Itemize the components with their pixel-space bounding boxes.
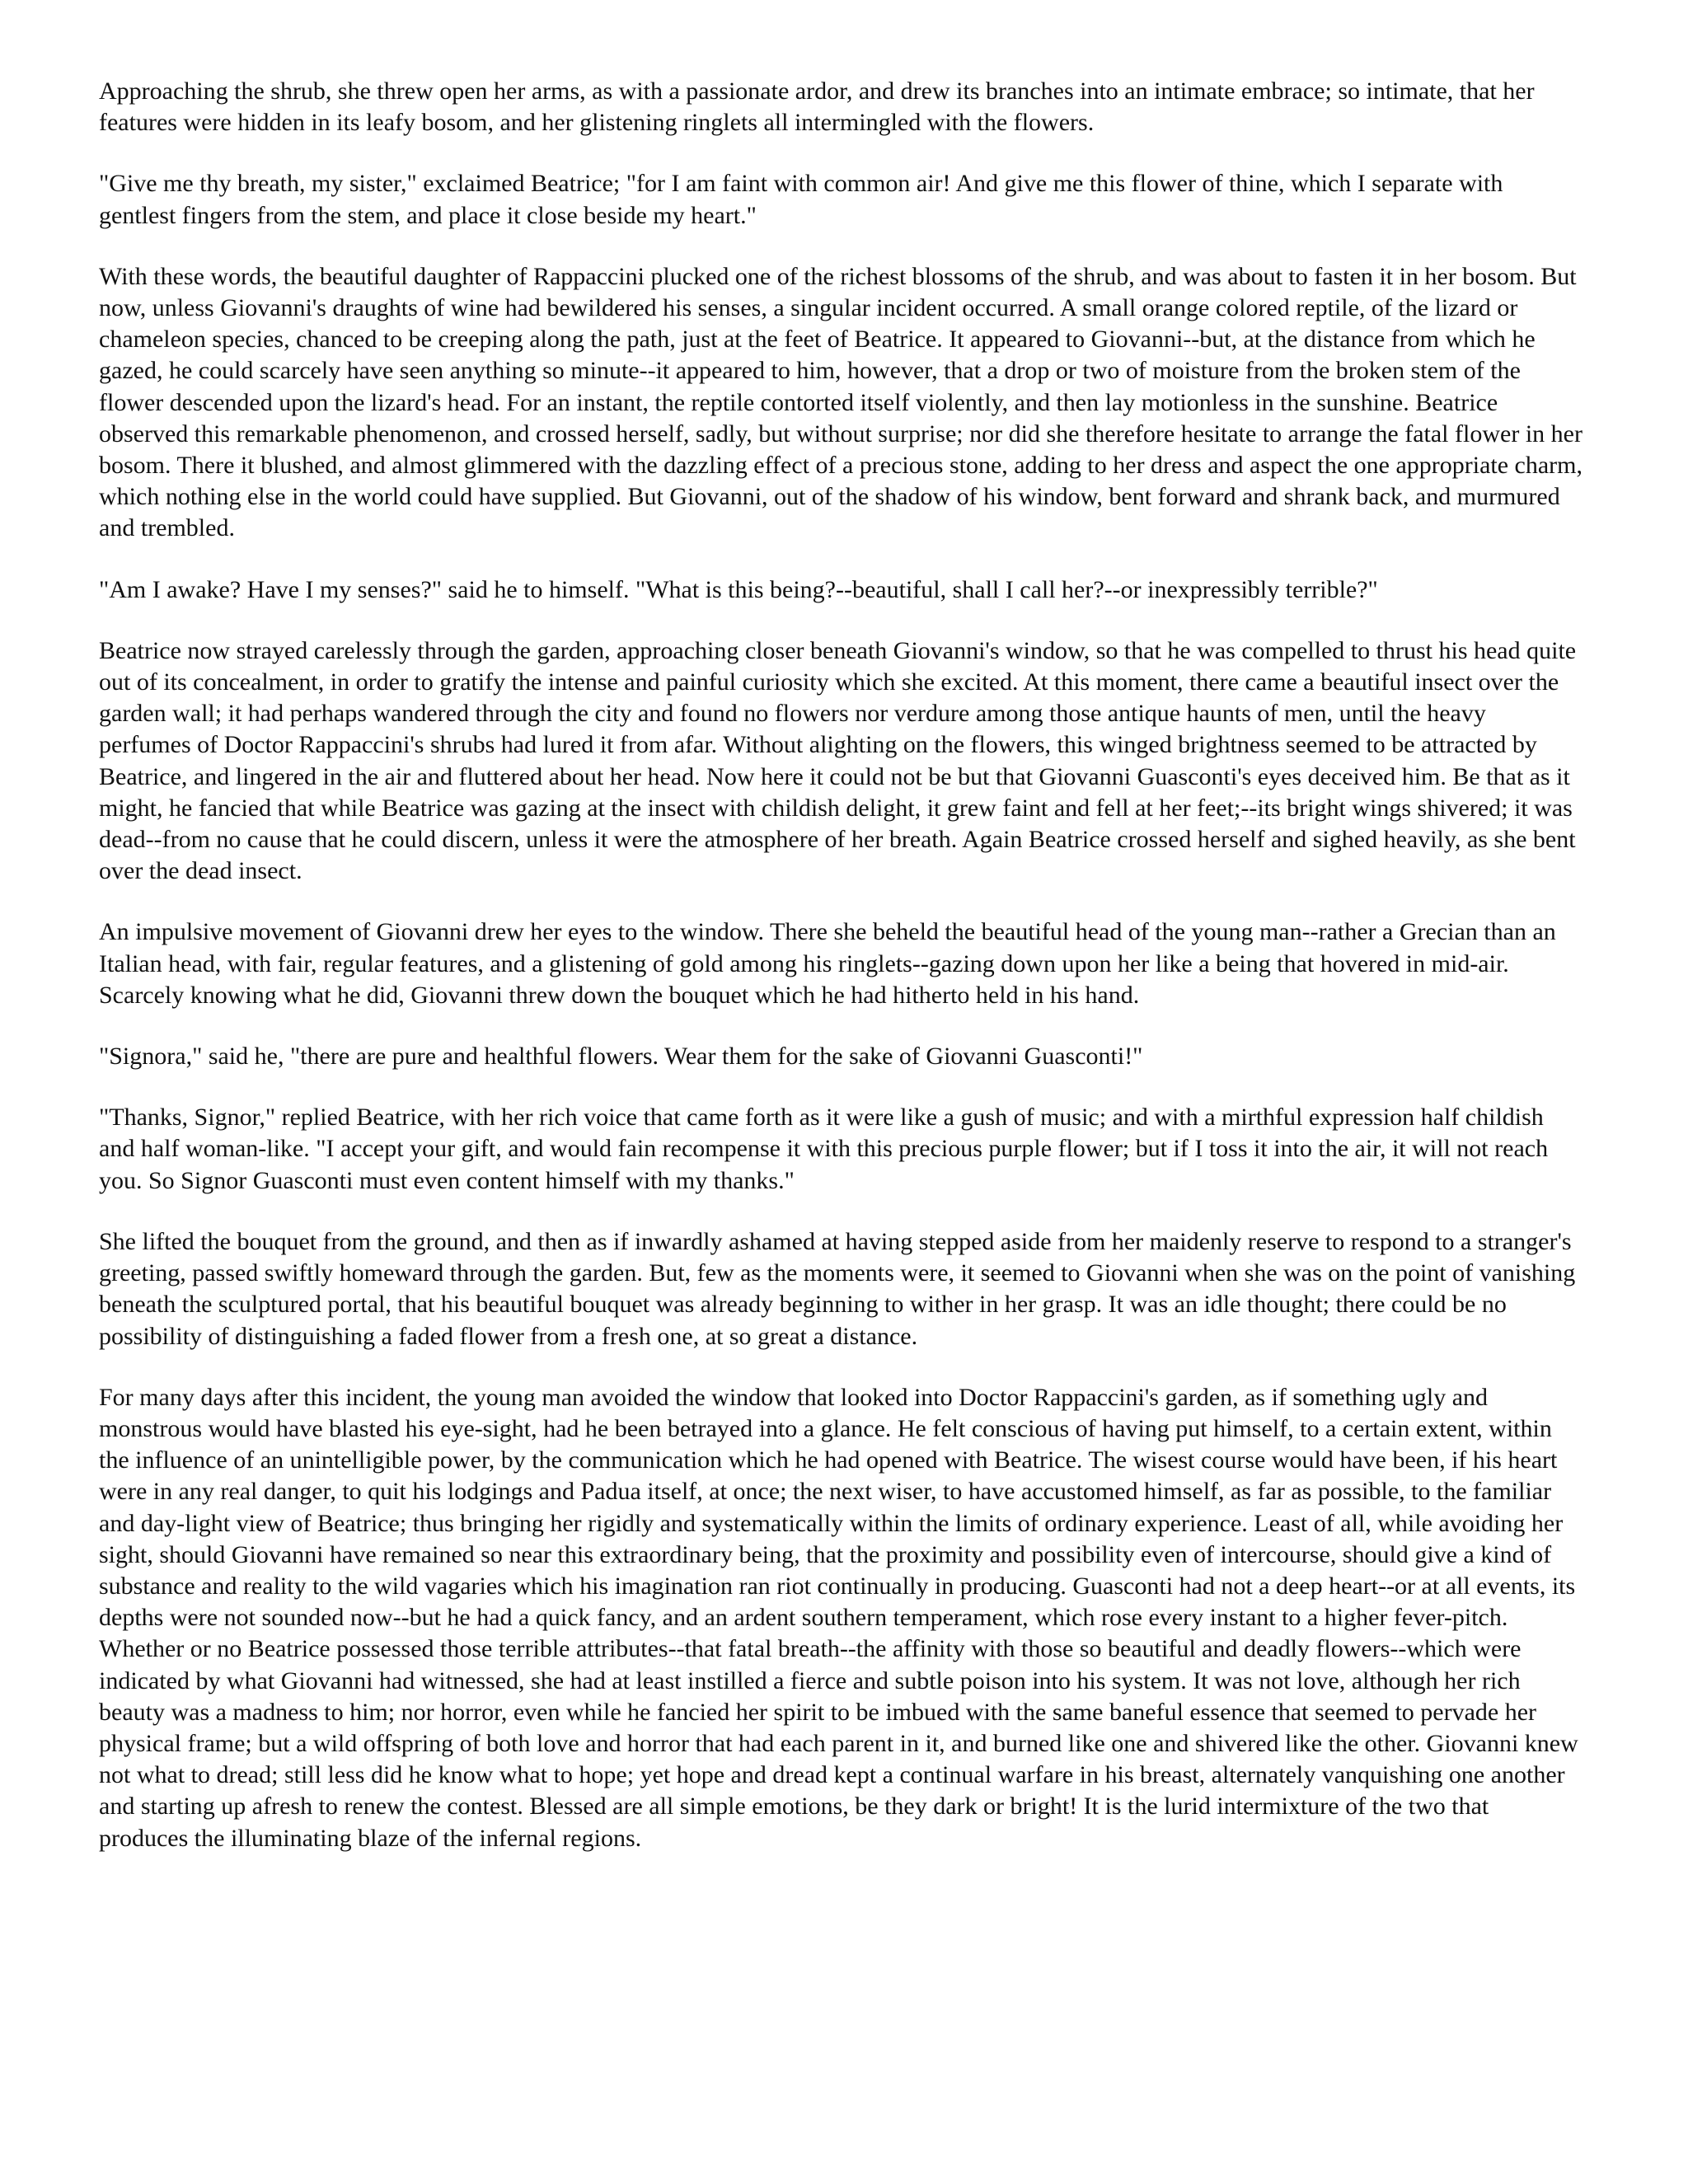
paragraph-3: With these words, the beautiful daughter of Rappaccini plucked one of the richest blossoms of the shrub, and was about to fasten it in her bosom. But now, unless Giovanni's draughts of wine had bewildered his senses, a singular incident occurred. A small orange colored reptile, of the lizard or chameleon species, chanced to be creeping along the path, just at the feet of Beatrice. It appeared to Giovanni--but, at the distance from which he gazed, he could scarcely have seen anything so minute--it appeared to him, however, that a drop or two of moisture from the broken stem of the flower descended upon the lizard's head. For an instant, the reptile contorted itself violently, and then lay motionless in the sunshine. Beatrice observed this remarkable phenomenon, and crossed herself, sadly, but without surprise; nor did she therefore hesitate to arrange the fatal flower in her bosom. There it blushed, and almost glimmered with the dazzling effect of a precious stone, adding to her dress and aspect the one appropriate charm, which nothing else in the world could have supplied. But Giovanni, out of the shadow of his window, bent forward and shrank back, and murmured and trembled.: [99, 262, 1582, 542]
paragraph-7: "Signora," said he, "there are pure and healthful flowers. Wear them for the sake of Giovanni Guasconti!": [99, 1043, 1143, 1071]
paragraph-2: "Give me thy breath, my sister," exclaimed Beatrice; "for I am faint with common air! And give me this flower of thine, which I separate with gentlest fingers from the stem, and place it close beside my heart.": [99, 170, 1503, 229]
paragraph-1: Approaching the shrub, she threw open her arms, as with a passionate ardor, and drew its branches into an intimate embrace; so intimate, that her features were hidden in its leafy bosom, and her glistening ringlets all intermingled with the flowers.: [99, 77, 1535, 137]
paragraph-9: She lifted the bouquet from the ground, and then as if inwardly ashamed at having stepped aside from her maidenly reserve to respond to a stranger's greeting, passed swiftly homeward through the garden. But, few as the moments were, it seemed to Giovanni when she was on the point of vanishing beneath the sculptured portal, that his beautiful bouquet was already beginning to wither in her grasp. It was an idle thought; there could be no possibility of distinguishing a faded flower from a fresh one, at so great a distance.: [99, 1227, 1576, 1350]
paragraph-8: "Thanks, Signor," replied Beatrice, with her rich voice that came forth as it were like a gush of music; and with a mirthful expression half childish and half woman-like. "I accept your gift, and would fain recompense it with this precious purple flower; but if I toss it into the air, it will not reach you. So Signor Guasconti must even content himself with my thanks.": [99, 1104, 1549, 1194]
paragraph-10: For many days after this incident, the young man avoided the window that looked into Doctor Rappaccini's garden, as if something ugly and monstrous would have blasted his eye-sight, had he been betrayed into a glance. He felt conscious of having put himself, to a certain extent, within the influence of an unintelligible power, by the communication which he had opened with Beatrice. The wisest course would have been, if his heart were in any real danger, to quit his lodgings and Padua itself, at once; the next wiser, to have accustomed himself, as far as possible, to the familiar and day-light view of Beatrice; thus bringing her rigidly and systematically within the limits of ordinary experience. Least of all, while avoiding her sight, should Giovanni have remained so near this extraordinary being, that the proximity and possibility even of intercourse, should give a kind of substance and reality to the wild vagaries which his imagination ran riot continually in producing. Guasconti had not a deep heart--or at all events, its depths were not sounded now--but he had a quick fancy, and an ardent southern temperament, which rose every instant to a higher fever-pitch. Whether or no Beatrice possessed those terrible attributes--that fatal breath--the affinity with those so beautiful and deadly flowers--which were indicated by what Giovanni had witnessed, she had at least instilled a fierce and subtle poison into his system. It was not love, although her rich beauty was a madness to him; nor horror, even while he fancied her spirit to be imbued with the same baneful essence that seemed to pervade her physical frame; but a wild offspring of both love and horror that had each parent in it, and burned like one and shivered like the other. Giovanni knew not what to dread; still less did he know what to hope; yet hope and dread kept a continual warfare in his breast, alternately vanquishing one another and starting up afresh to renew the contest. Blessed are all simple emotions, be they dark or bright! It is the lurid intermixture of the two that produces the illuminating blaze of the infernal regions.: [99, 1383, 1578, 1852]
paragraph-5: Beatrice now strayed carelessly through the garden, approaching closer beneath Giovanni's window, so that he was compelled to thrust his head quite out of its concealment, in order to gratify the intense and painful curiosity which she excited. At this moment, there came a beautiful insect over the garden wall; it had perhaps wandered through the city and found no flowers nor verdure among those antique haunts of men, until the heavy perfumes of Doctor Rappaccini's shrubs had lured it from afar. Without alighting on the flowers, this winged brightness seemed to be attracted by Beatrice, and lingered in the air and fluttered about her head. Now here it could not be but that Giovanni Guasconti's eyes deceived him. Be that as it might, he fancied that while Beatrice was gazing at the insect with childish delight, it grew faint and fell at her feet;--its bright wings shivered; it was dead--from no cause that he could discern, unless it were the atmosphere of her breath. Again Beatrice crossed herself and sighed heavily, as she bent over the dead insect.: [99, 636, 1577, 885]
document-page: [99, 76, 1582, 1854]
paragraph-6: An impulsive movement of Giovanni drew her eyes to the window. There she beheld the beautiful head of the young man--rather a Grecian than an Italian head, with fair, regular features, and a glistening of gold among his ringlets--gazing down upon her like a being that hovered in mid-air. Scarcely knowing what he did, Giovanni threw down the bouquet which he had hitherto held in his hand.: [99, 918, 1556, 1009]
paragraph-4: "Am I awake? Have I my senses?" said he to himself. "What is this being?--beautiful, shall I call her?--or inexpressibly terrible?": [99, 575, 1378, 603]
